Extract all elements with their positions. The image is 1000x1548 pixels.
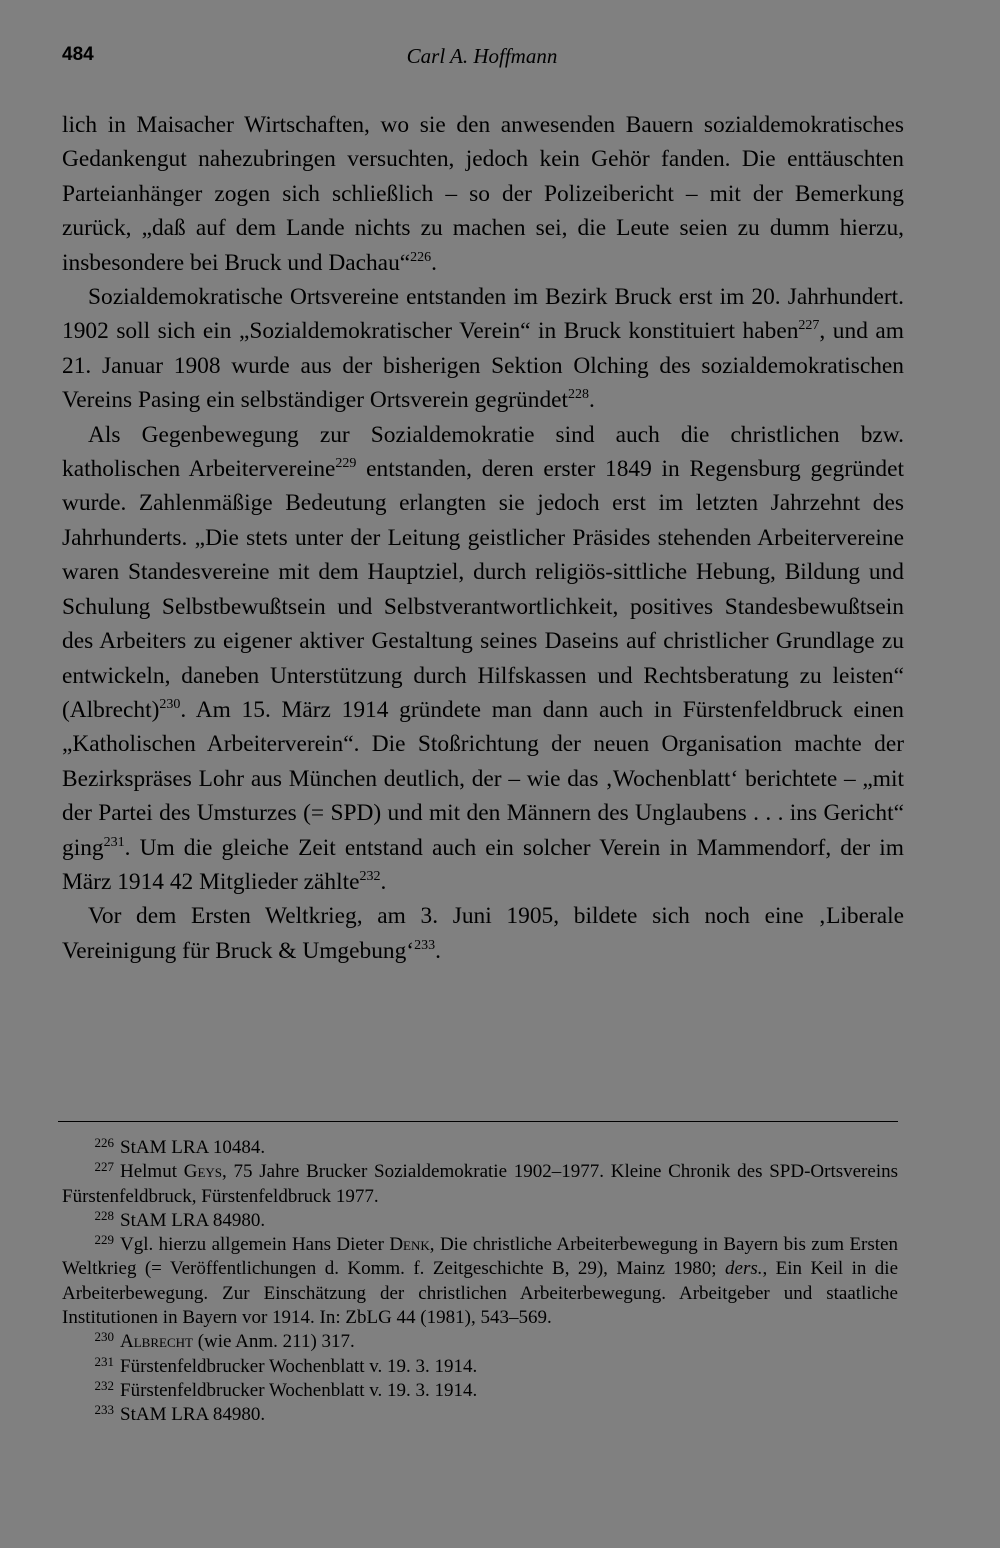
page-header bbox=[62, 44, 902, 78]
footnote-231: 231 Fürstenfeldbrucker Wochenblatt v. 19. 3. 1914. bbox=[94, 1353, 478, 1377]
footnote-italic: ders. bbox=[725, 1258, 763, 1280]
paragraph-text: Als Gegenbewegung zur Sozialdemokratie sind auch die christlichen bzw. katholischen Arbeitervereine bbox=[62, 421, 904, 483]
author-name: Geys bbox=[183, 1161, 223, 1183]
footnote-ref[interactable]: 228 bbox=[568, 387, 590, 403]
footnote-text: Vgl. hierzu allgemein Hans Dieter bbox=[120, 1234, 390, 1256]
paragraph-text: lich in Maisacher Wirtschaften, wo sie den anwesenden Bauern sozialdemokratisches Gedankengut nahezubringen versuchten, jedoch kein Gehör fanden. Die enttäuschten Parteianhänger zogen sich schließlich – so der Polizeibericht – mit der Bemerkung zurück, „daß auf dem Lande nichts zu machen sei, die Leute seien zu dumm hierzu, insbesondere bei Bruck und Dachau“ bbox=[62, 112, 904, 276]
footnote-230: 230 Albrecht (wie Anm. 211) 317. bbox=[94, 1329, 355, 1353]
footnote-text: Fürstenfeldbrucker Wochenblatt v. 19. 3. 1914. bbox=[120, 1355, 478, 1377]
paragraph-text: . Am 15. März 1914 gründete man dann auch in Fürstenfeldbruck einen „Katholischen Arbeiterverein“. Die Stoßrichtung der neuen Organisation machte der Bezirkspräses Lohr aus München deutlich, der – wie das ‚Wochenblatt‘ berichtete – „mit der Partei des Umsturzes (= SPD) und mit den Männern des Unglaubens . . . ins Gericht“ ging bbox=[62, 696, 904, 861]
footnote-228: 228 StAM LRA 84980. bbox=[94, 1207, 266, 1231]
footnote-text: , Die christliche Arbeiterbewegung in Bayern bis zum Ersten Weltkrieg (= Veröffentlichungen d. Komm. f. Zeitgeschichte B, 29), Mainz 1980; bbox=[62, 1234, 898, 1280]
page-number: 484 bbox=[62, 44, 94, 65]
paragraph-text: . Um die gleiche Zeit entstand auch ein solcher Verein in Mammendorf, der im März 1914 42 Mitglieder zählte bbox=[62, 834, 904, 895]
footnote-227: 227 Helmut Geys, 75 Jahre Brucker Sozialdemokratie 1902–1977. Kleine Chronik des SPD-Ortsvereins Fürstenfeldbruck, Fürstenfeldbruck 1977. bbox=[62, 1159, 898, 1207]
footnote-ref[interactable]: 231 bbox=[103, 834, 125, 850]
paragraph-text: . bbox=[435, 937, 441, 964]
paragraph-text: entstanden, deren erster 1849 in Regensburg gegründet wurde. Zahlenmäßige Bedeutung erlangten sie jedoch erst im letzten Jahrzehnt des Jahrhunderts. „Die stets unter der Leitung geistlicher Präsides stehenden Arbeitervereine waren Standesvereine mit dem Hauptziel, durch religiös-sittliche Hebung, Bildung und Schulung Selbstbewußtsein und Selbstverantwortlichkeit, positives Standesbewußtsein des Arbeiters zu eigener aktiver Gestaltung seines Daseins auf christlicher Grundlage zu entwickeln, daneben Unterstützung durch Hilfskassen und Rechtsberatung zu leisten“ (Albrecht) bbox=[62, 456, 905, 723]
paragraph-4 bbox=[62, 899, 904, 968]
paragraph-text: . bbox=[431, 249, 438, 276]
footnote-ref[interactable]: 227 bbox=[798, 318, 820, 334]
footnotes bbox=[62, 1136, 898, 1428]
paragraph-1 bbox=[62, 108, 904, 280]
footnote-ref[interactable]: 226 bbox=[410, 249, 432, 265]
footnote-ref[interactable]: 232 bbox=[359, 868, 381, 884]
footnote-text: StAM LRA 10484. bbox=[120, 1137, 266, 1158]
paragraph-text: Sozialdemokratische Ortsvereine entstanden im Bezirk Bruck erst im 20. Jahrhundert. 1902 soll sich ein „Sozialdemokratischer Verein“ in Bruck konstituiert haben bbox=[62, 284, 904, 345]
footnote-226: 226 StAM LRA 10484. bbox=[94, 1135, 266, 1158]
footnote-ref[interactable]: 230 bbox=[159, 696, 181, 712]
footnote-divider bbox=[58, 1121, 898, 1122]
paragraph-text: Vor dem Ersten Weltkrieg, am 3. Juni 1905, bildete sich noch eine ‚Liberale Vereinigung für Bruck & Umgebung‘ bbox=[62, 903, 904, 964]
footnote-text: , 75 Jahre Brucker Sozialdemokratie 1902–1977. Kleine Chronik des SPD-Ortsvereins Fürstenfeldbruck, Fürstenfeldbruck 1977. bbox=[62, 1161, 898, 1207]
footnote-229: 229 Vgl. hierzu allgemein Hans Dieter Denk, Die christliche Arbeiterbewegung in Bayern bis zum Ersten Weltkrieg (= Veröffentlichungen d. Komm. f. Zeitgeschichte B, 29), Mainz 1980; ders., Ein Keil in die Arbeiterbewegung. Zur Einschätzung der christlichen Arbeiterbewegung. Arbeitgeber und staatliche Institutionen in Bayern vor 1914. In: ZbLG 44 (1981), 543–569. bbox=[62, 1232, 899, 1329]
author-name: Albrecht bbox=[120, 1331, 193, 1353]
paragraph-text: . bbox=[380, 868, 387, 895]
footnote-text: , Ein Keil in die Arbeiterbewegung. Zur Einschätzung der christlichen Arbeiterbewegung. Arbeitgeber und staatliche Institutionen in Bayern vor 1914. In: ZbLG 44 (1981), 543–569. bbox=[62, 1258, 899, 1329]
paragraph-text: . bbox=[589, 387, 595, 414]
footnote-ref[interactable]: 233 bbox=[414, 937, 436, 953]
paragraph-text: , und am 21. Januar 1908 wurde aus der bisherigen Sektion Olching des sozialdemokratischen Vereins Pasing ein selbständiger Ortsverein gegründet bbox=[62, 318, 904, 414]
footnote-233: 233 StAM LRA 84980. bbox=[94, 1402, 266, 1426]
footnote-ref[interactable]: 229 bbox=[335, 456, 357, 472]
footnote-text: Helmut bbox=[120, 1161, 184, 1183]
author-name: Denk bbox=[389, 1234, 430, 1256]
footnote-text: StAM LRA 84980. bbox=[120, 1209, 266, 1231]
footnote-text: StAM LRA 84980. bbox=[120, 1404, 266, 1426]
running-head: Carl A. Hoffmann bbox=[406, 44, 558, 68]
footnote-text: (wie Anm. 211) 317. bbox=[192, 1331, 355, 1353]
footnote-232: 232 Fürstenfeldbrucker Wochenblatt v. 19. 3. 1914. bbox=[94, 1377, 478, 1401]
main-text bbox=[62, 108, 904, 968]
paragraph-3 bbox=[62, 418, 904, 900]
footnote-text: Fürstenfeldbrucker Wochenblatt v. 19. 3. 1914. bbox=[120, 1379, 478, 1401]
paragraph-2 bbox=[62, 280, 904, 418]
